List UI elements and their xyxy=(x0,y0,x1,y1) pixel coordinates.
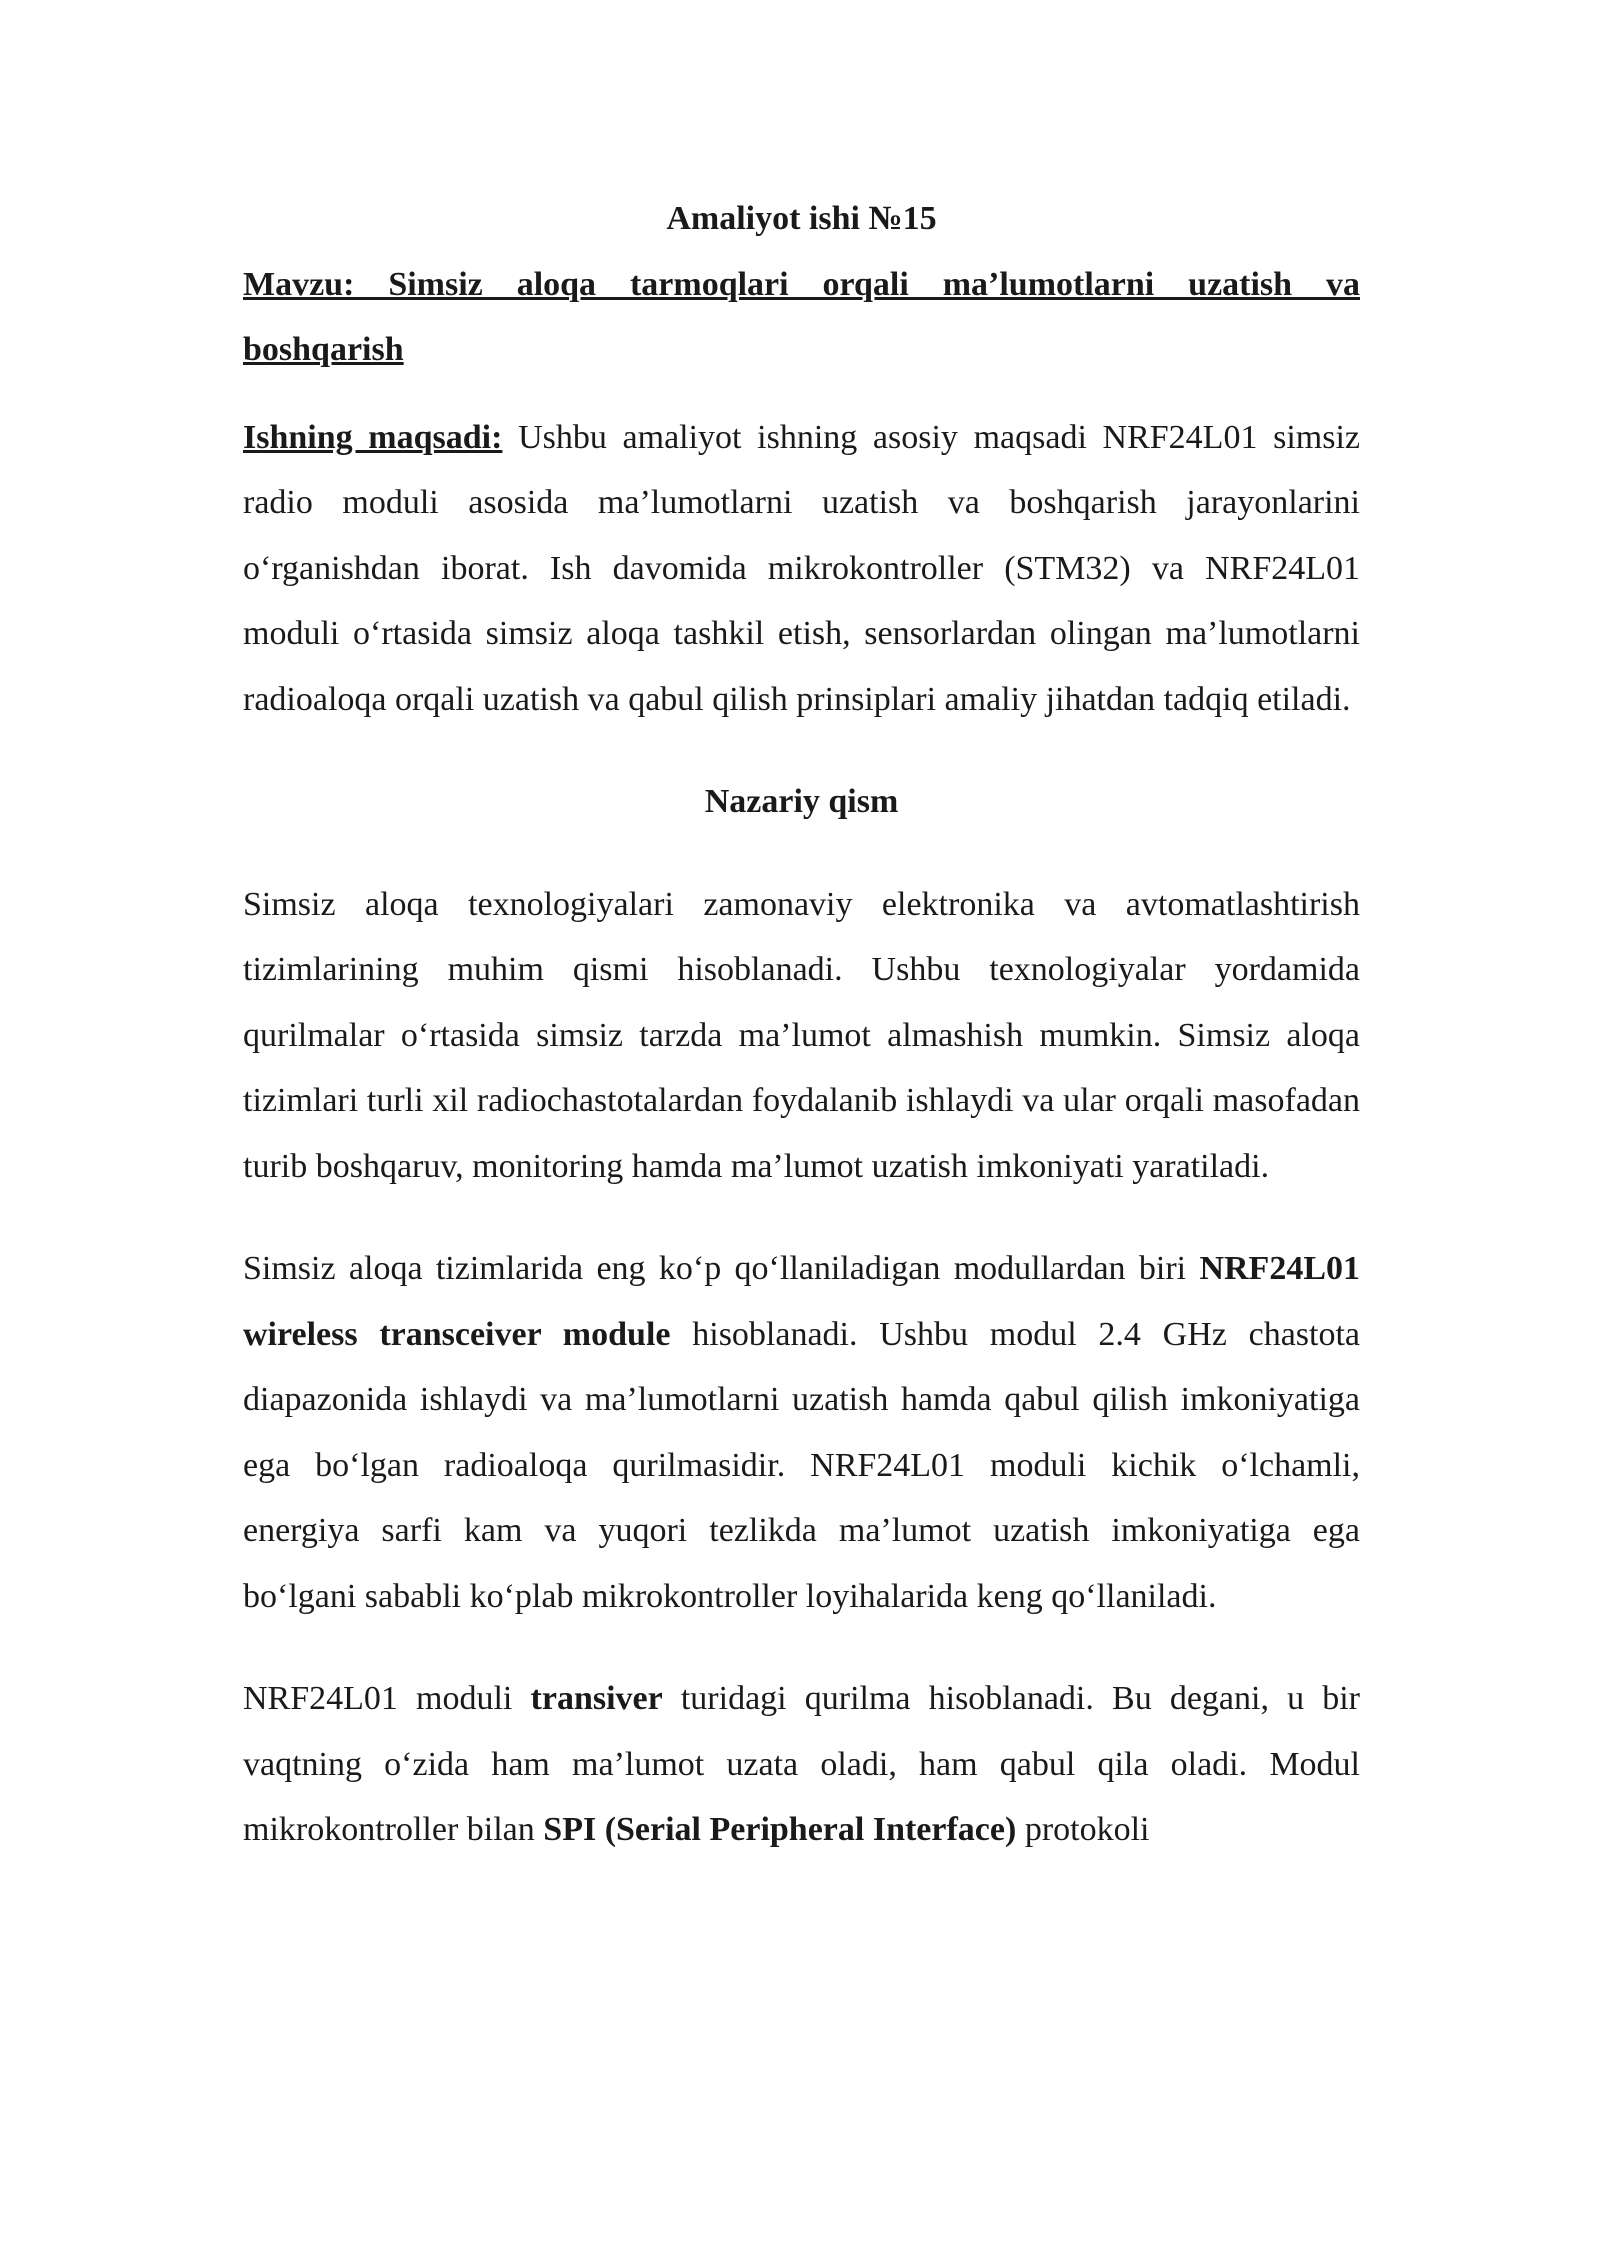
paragraph-3-bold2: SPI (Serial Peripheral Interface) xyxy=(543,1811,1017,1848)
goal-label: Ishning maqsadi: xyxy=(243,418,503,456)
paragraph-1: Simsiz aloqa texnologiyalari zamonaviy elektronika va avtomatlashtirish tizimlarining muhim qismi hisoblanadi. Ushbu texnologiyalar yordamida qurilmalar o‘rtasida simsiz tarzda ma’lumot almashish mumkin. Simsiz aloqa tizimlari turli xil radiochastotalardan foydalanib ishlaydi va ular orqali masofadan turib boshqaruv, monitoring hamda ma’lumot uzatish imkoniyati yaratiladi. xyxy=(243,885,1360,1185)
document-title: Amaliyot ishi №15 xyxy=(666,200,937,237)
document-page xyxy=(243,186,1360,1900)
paragraph-3-part2: turidagi qurilma hisoblanadi. Bu degani, u bir vaqtning o‘zida ham ma’lumot uzata oladi, ham qabul qila oladi. Modul mikrokontroller bilan xyxy=(243,1680,1360,1848)
paragraph-2 xyxy=(243,1236,1360,1629)
document-topic: Mavzu: Simsiz aloqa tarmoqlari orqali ma’lumotlarni uzatish va boshqarish xyxy=(243,265,1360,368)
paragraph-2-before: Simsiz aloqa tizimlarida eng ko‘p qo‘llaniladigan modullardan biri xyxy=(243,1250,1200,1287)
paragraph-3-part3: protokoli xyxy=(1016,1811,1150,1848)
section-heading: Nazariy qism xyxy=(704,783,899,820)
paragraph-2-after: hisoblanadi. Ushbu modul 2.4 GHz chastota diapazonida ishlaydi va ma’lumotlarni uzatish hamda qabul qilish imkoniyatiga ega bo‘lgan radioaloqa qurilmasidir. NRF24L01 moduli kichik o‘lchamli, energiya sarfi kam va yuqori tezlikda ma’lumot uzatish imkoniyatiga ega bo‘lgani sababli ko‘plab mikrokontroller loyihalarida keng qo‘llaniladi. xyxy=(243,1315,1361,1615)
paragraph-3 xyxy=(243,1666,1360,1863)
goal-text: Ushbu amaliyot ishning asosiy maqsadi NRF24L01 simsiz radio moduli asosida ma’lumotlarni uzatish va boshqarish jarayonlarini o‘rganishdan iborat. Ish davomida mikrokontroller (STM32) va NRF24L01 moduli o‘rtasida simsiz aloqa tashkil etish, sensorlardan olingan ma’lumotlarni radioaloqa orqali uzatish va qabul qilish prinsiplari amaliy jihatdan tadqiq etiladi. xyxy=(243,418,1361,718)
paragraph-3-part1: NRF24L01 moduli xyxy=(243,1680,531,1717)
goal-paragraph xyxy=(243,405,1360,733)
paragraph-2-bold: NRF24L01 wireless transceiver module xyxy=(243,1250,1360,1353)
paragraph-3-bold1: transiver xyxy=(530,1680,663,1717)
